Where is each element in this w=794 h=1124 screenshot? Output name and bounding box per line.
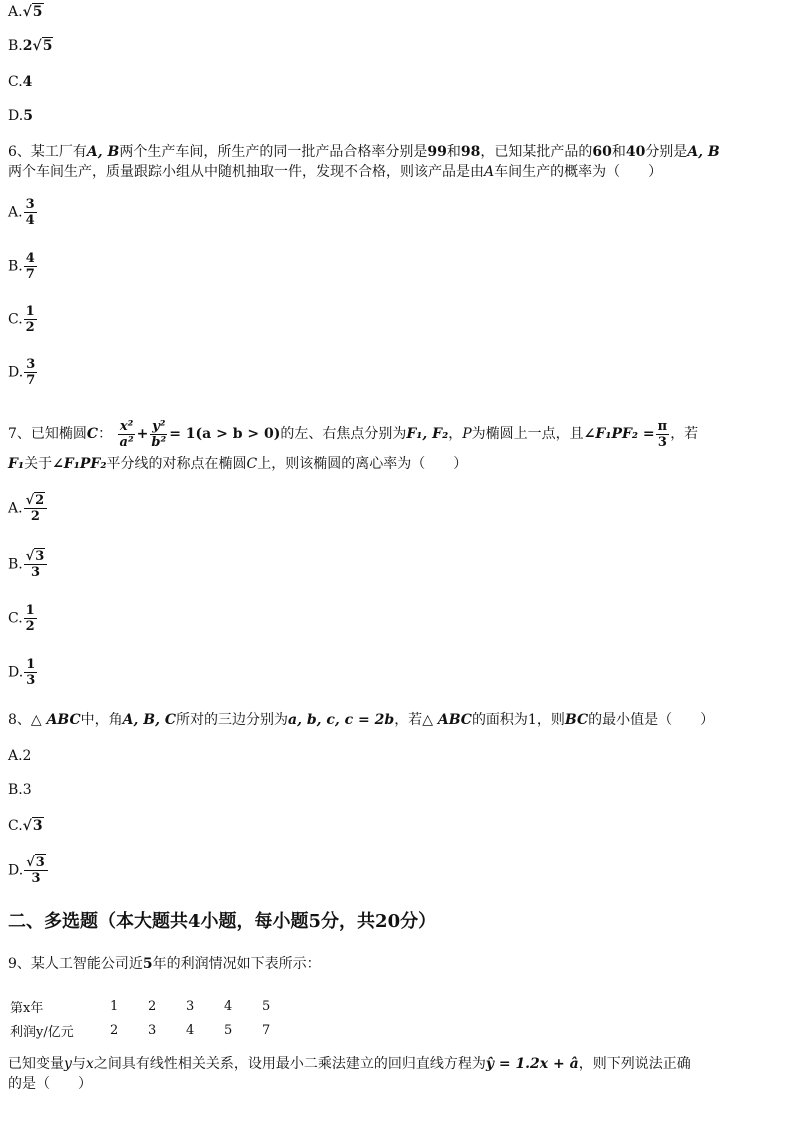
fraction: $\frac{3}{4}$ — [25, 197, 35, 228]
fraction: √ $\frac{3}{3}$ — [24, 550, 48, 579]
q6-option-a: A. $\frac{3}{4}$ — [8, 197, 35, 228]
sqrt-expression: √ 5 — [23, 3, 44, 20]
fraction: $\frac{\text{x²}}{\text{a²}}$ — [119, 418, 134, 450]
q7-option-a: A. √ $\frac{2}{2}$ — [8, 494, 786, 523]
question-6-stem: 6、某工厂有A, B两个生产车间，所生产的同一批产品合格率分别是99和98，已知某批产品的60和40分别是A, B 两个车间生产，质量跟踪小组从中随机抽取一件，发现不合格，则该产品是由A车间生产的概率为（ ） — [8, 144, 720, 180]
fraction: $\frac{3}{7}$ — [26, 357, 36, 388]
fraction: $\frac{1}{2}$ — [25, 304, 35, 335]
fraction: $\frac{4}{7}$ — [25, 251, 35, 282]
q5-option-d: D.5 — [8, 108, 33, 124]
section-heading: 二、多选题（本大题共4小题，每小题5分，共20分） — [8, 911, 437, 932]
question-7-stem-line2: F₁关于∠F₁PF₂平分线的对称点在椭圆C上，则该椭圆的离心率为（ ） — [8, 456, 468, 472]
fraction: √ $\frac{2}{2}$ — [24, 494, 48, 523]
profit-table — [10, 994, 300, 1042]
q8-option-d: D. √ $\frac{3}{3}$ — [8, 856, 786, 885]
q7-option-b: B. √ $\frac{3}{3}$ — [8, 550, 786, 579]
question-9-stem: 9、某人工智能公司近5年的利润情况如下表所示： — [8, 956, 321, 972]
fraction: $\frac{1}{2}$ — [25, 603, 35, 634]
q7-option-d: D. $\frac{1}{3}$ — [8, 657, 36, 688]
fraction: $\frac{1}{3}$ — [26, 657, 36, 688]
sqrt-expression: √ 5 — [33, 37, 54, 54]
q8-option-b: B.3 — [8, 782, 32, 798]
fraction: $\frac{\text{y²}}{\text{b²}}$ — [151, 418, 167, 450]
table-row: 利润y/亿元 2 3 4 5 7 — [10, 1018, 300, 1042]
question-7-stem: 7、已知椭圆C： $\frac{\text{x²}}{\text{a²}}$ + $\frac{\text{y²}}{\text{b²}}$ = 1(a > b > 0)的左、右焦点分别为F₁, F₂，P为椭圆上一点，且∠F₁PF₂ = $\frac{\pi}{3}$ ，若 — [8, 418, 699, 450]
table-row: 第x年 1 2 3 4 5 — [10, 994, 300, 1018]
q6-option-c: C. $\frac{1}{2}$ — [8, 304, 35, 335]
question-8-stem: 8、△ ABC中，角A, B, C所对的三边分别为a, b, c, c = 2b，若△ ABC的面积为1，则BC的最小值是（ ） — [8, 712, 715, 728]
q6-option-d: D. $\frac{3}{7}$ — [8, 357, 36, 388]
q7-option-c: C. $\frac{1}{2}$ — [8, 603, 35, 634]
question-9-text: 已知变量y与x之间具有线性相关关系，设用最小二乘法建立的回归直线方程为ŷ = 1.2x + â，则下列说法正确 的是（ ） — [8, 1056, 691, 1092]
q5-option-a: A.√ 5 — [8, 2, 786, 22]
q5-option-c: C.4 — [8, 74, 33, 90]
row-header: 利润y/亿元 — [10, 1024, 74, 1040]
row-header: 第x年 — [10, 1000, 44, 1016]
fraction: √ $\frac{3}{3}$ — [24, 856, 48, 885]
q8-option-a: A.2 — [8, 748, 32, 764]
q6-option-b: B. $\frac{4}{7}$ — [8, 251, 35, 282]
q5-option-b: B.2√ 5 — [8, 36, 786, 56]
fraction: $\frac{\pi}{3}$ — [657, 418, 668, 450]
q8-option-c: C.√ 3 — [8, 816, 786, 836]
